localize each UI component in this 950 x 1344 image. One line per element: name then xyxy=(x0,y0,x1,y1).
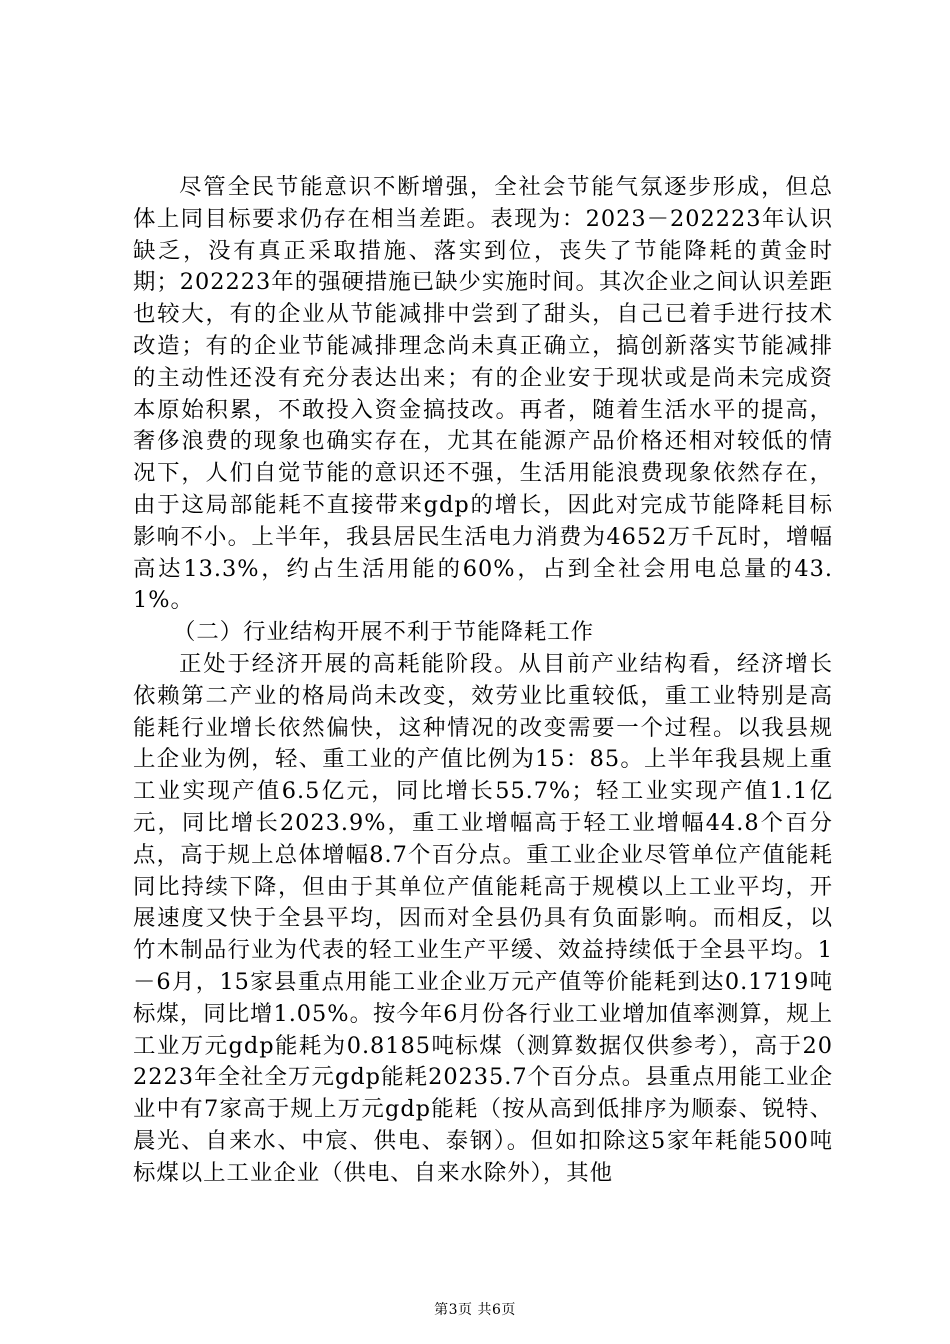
page-footer: 第3页 共6页 xyxy=(434,1302,516,1318)
paragraph-energy-awareness-gap: 尽管全民节能意识不断增强，全社会节能气氛逐步形成，但总体上同目标要求仍存在相当差距。表现为：2023－202223年认识缺乏，没有真正采取措施、落实到位，丧失了节能降耗的黄金时期；202223年的强硬措施已缺少实施时间。其次企业之间认识差距也较大，有的企业从节能减排中尝到了甜头，自己已着手进行技术改造；有的企业节能减排理念尚未真正确立，搞创新落实节能减排的主动性还没有充分表达出来；有的企业安于现状或是尚未完成资本原始积累，不敢投入资金搞技改。再者，随着生活水平的提高，奢侈浪费的现象也确实存在，尤其在能源产品价格还相对较低的情况下，人们自觉节能的意识还不强，生活用能浪费现象依然存在，由于这局部能耗不直接带来gdp的增长，因此对完成节能降耗目标影响不小。上半年，我县居民生活电力消费为4652万千瓦时，增幅高达13.3%，约占生活用能的60%，占到全社会用电总量的43.1%。 xyxy=(133,174,833,614)
paragraph-high-energy-stage: 正处于经济开展的高耗能阶段。从目前产业结构看，经济增长依赖第二产业的格局尚未改变，效劳业比重较低，重工业特别是高能耗行业增长依然偏快，这种情况的改变需要一个过程。以我县规上企业为例，轻、重工业的产值比例为15：85。上半年我县规上重工业实现产值6.5亿元，同比增长55.7%；轻工业实现产值1.1亿元，同比增长2023.9%，重工业增幅高于轻工业增幅44.8个百分点，高于规上总体增幅8.7个百分点。重工业企业尽管单位产值能耗同比持续下降，但由于其单位产值能耗高于规模以上工业平均，开展速度又快于全县平均，因而对全县仍具有负面影响。而相反，以竹木制品行业为代表的轻工业生产平缓、效益持续低于全县平均。1－6月，15家县重点用能工业企业万元产值等价能耗到达0.1719吨标煤，同比增1.05%。按今年6月份各行业工业增加值率测算，规上工业万元gdp能耗为0.8185吨标煤（测算数据仅供参考），高于202223年全社全万元gdp能耗20235.7个百分点。县重点用能工业企业中有7家高于规上万元gdp能耗（按从高到低排序为顺泰、锐特、晨光、自来水、中宸、供电、泰钢）。但如扣除这5家年耗能500吨标煤以上工业企业（供电、自来水除外），其他 xyxy=(133,650,833,1186)
document-body xyxy=(133,172,833,1190)
section-heading-industry-structure: （二）行业结构开展不利于节能降耗工作 xyxy=(173,619,595,646)
